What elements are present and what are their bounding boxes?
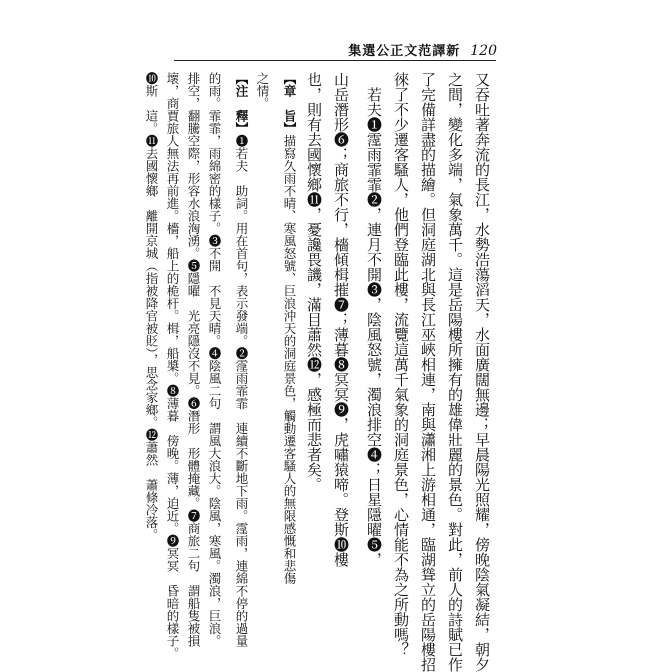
annotation-line-2: 的雨。霏霏，雨綿密的樣子。❸不開 不見天晴。❹陰風二句 謂風大浪大。陰風，寒風。濁浪，巨浪。 bbox=[207, 72, 222, 647]
original-text-line-2: 山岳潛形❻；商旅不行，檣傾楫摧❼；薄暮❽冥冥❾，虎嘯猿啼。登斯❿樓 bbox=[332, 72, 350, 567]
original-text-line-1: 若夫❶霪雨霏霏❷，連月不開❸，陰風怒號，濁浪排空❹；日星隱曜❺， bbox=[365, 72, 383, 567]
header-rule bbox=[174, 60, 496, 61]
chapter-summary-line-2: 之情。 bbox=[255, 72, 270, 110]
original-text-line-3: 也，則有去國懷鄉⓫，憂讒畏譏，滿目蕭然⓬，感極而悲者矣。 bbox=[305, 72, 323, 492]
annotation-label: 【注 釋】 bbox=[234, 72, 249, 135]
book-title: 集選公正文范譯新 bbox=[348, 44, 461, 59]
annotation-line-5: ❿斯 這。⓫去國懷鄉 離開京城（指被降官被貶），思念家鄉。⓬蕭然 蕭條冷落。 bbox=[144, 72, 159, 541]
translation-line-2: 之間，變化多端，氣象萬千。這是岳陽樓所擁有的雄偉壯麗的景色。對此，前人的詩賦已作 bbox=[446, 72, 464, 672]
chapter-summary-line-1 bbox=[279, 72, 300, 585]
chapter-summary-text: 描寫久雨不晴、寒風怒號、巨浪沖天的洞庭景色，觸動遷客騷人的無限感慨和悲傷 bbox=[282, 134, 297, 585]
annotation-line-3: 排空，翻騰空際，形容水浪洶湧。❺隱曜 光亮隱沒不見。❻潛形 形體掩藏。❼商旅二句 謂船隻被損 bbox=[186, 72, 201, 647]
running-header bbox=[348, 45, 497, 58]
page-number: 120 bbox=[470, 43, 497, 59]
annotation-line-4: 壞，商賈旅人無法再前進。檣，船上的桅杆。楫，船槳。❽薄暮 傍晚。薄，迫近。❾冥冥 昏暗的樣子。 bbox=[165, 72, 180, 660]
chapter-summary-label: 【章 旨】 bbox=[282, 72, 297, 135]
translation-line-3: 了完備詳盡的描繪。但洞庭湖北與長江巫峽相連，南與瀟湘上游相通，臨湖聳立的岳陽樓招 bbox=[419, 72, 437, 672]
annotation-line-1 bbox=[231, 72, 252, 647]
vertical-text-block bbox=[141, 72, 495, 672]
translation-line-1: 又吞吐著奔流的長江，水勢浩蕩滔天，水面廣闊無邊；早晨陽光照耀，傍晚陰氣凝結，朝夕 bbox=[473, 72, 491, 672]
annotation-text: ❶若夫 助詞。用在首句，表示發端。❷霪雨霏霏 連續不斷地下雨。霪雨，連綿不停的過量 bbox=[234, 134, 249, 647]
translation-line-4: 徠了不少遷客騷人，他們登臨此樓，流覽這萬千氣象的洞庭景色，心情能不為之所動嗎？ bbox=[392, 72, 410, 657]
